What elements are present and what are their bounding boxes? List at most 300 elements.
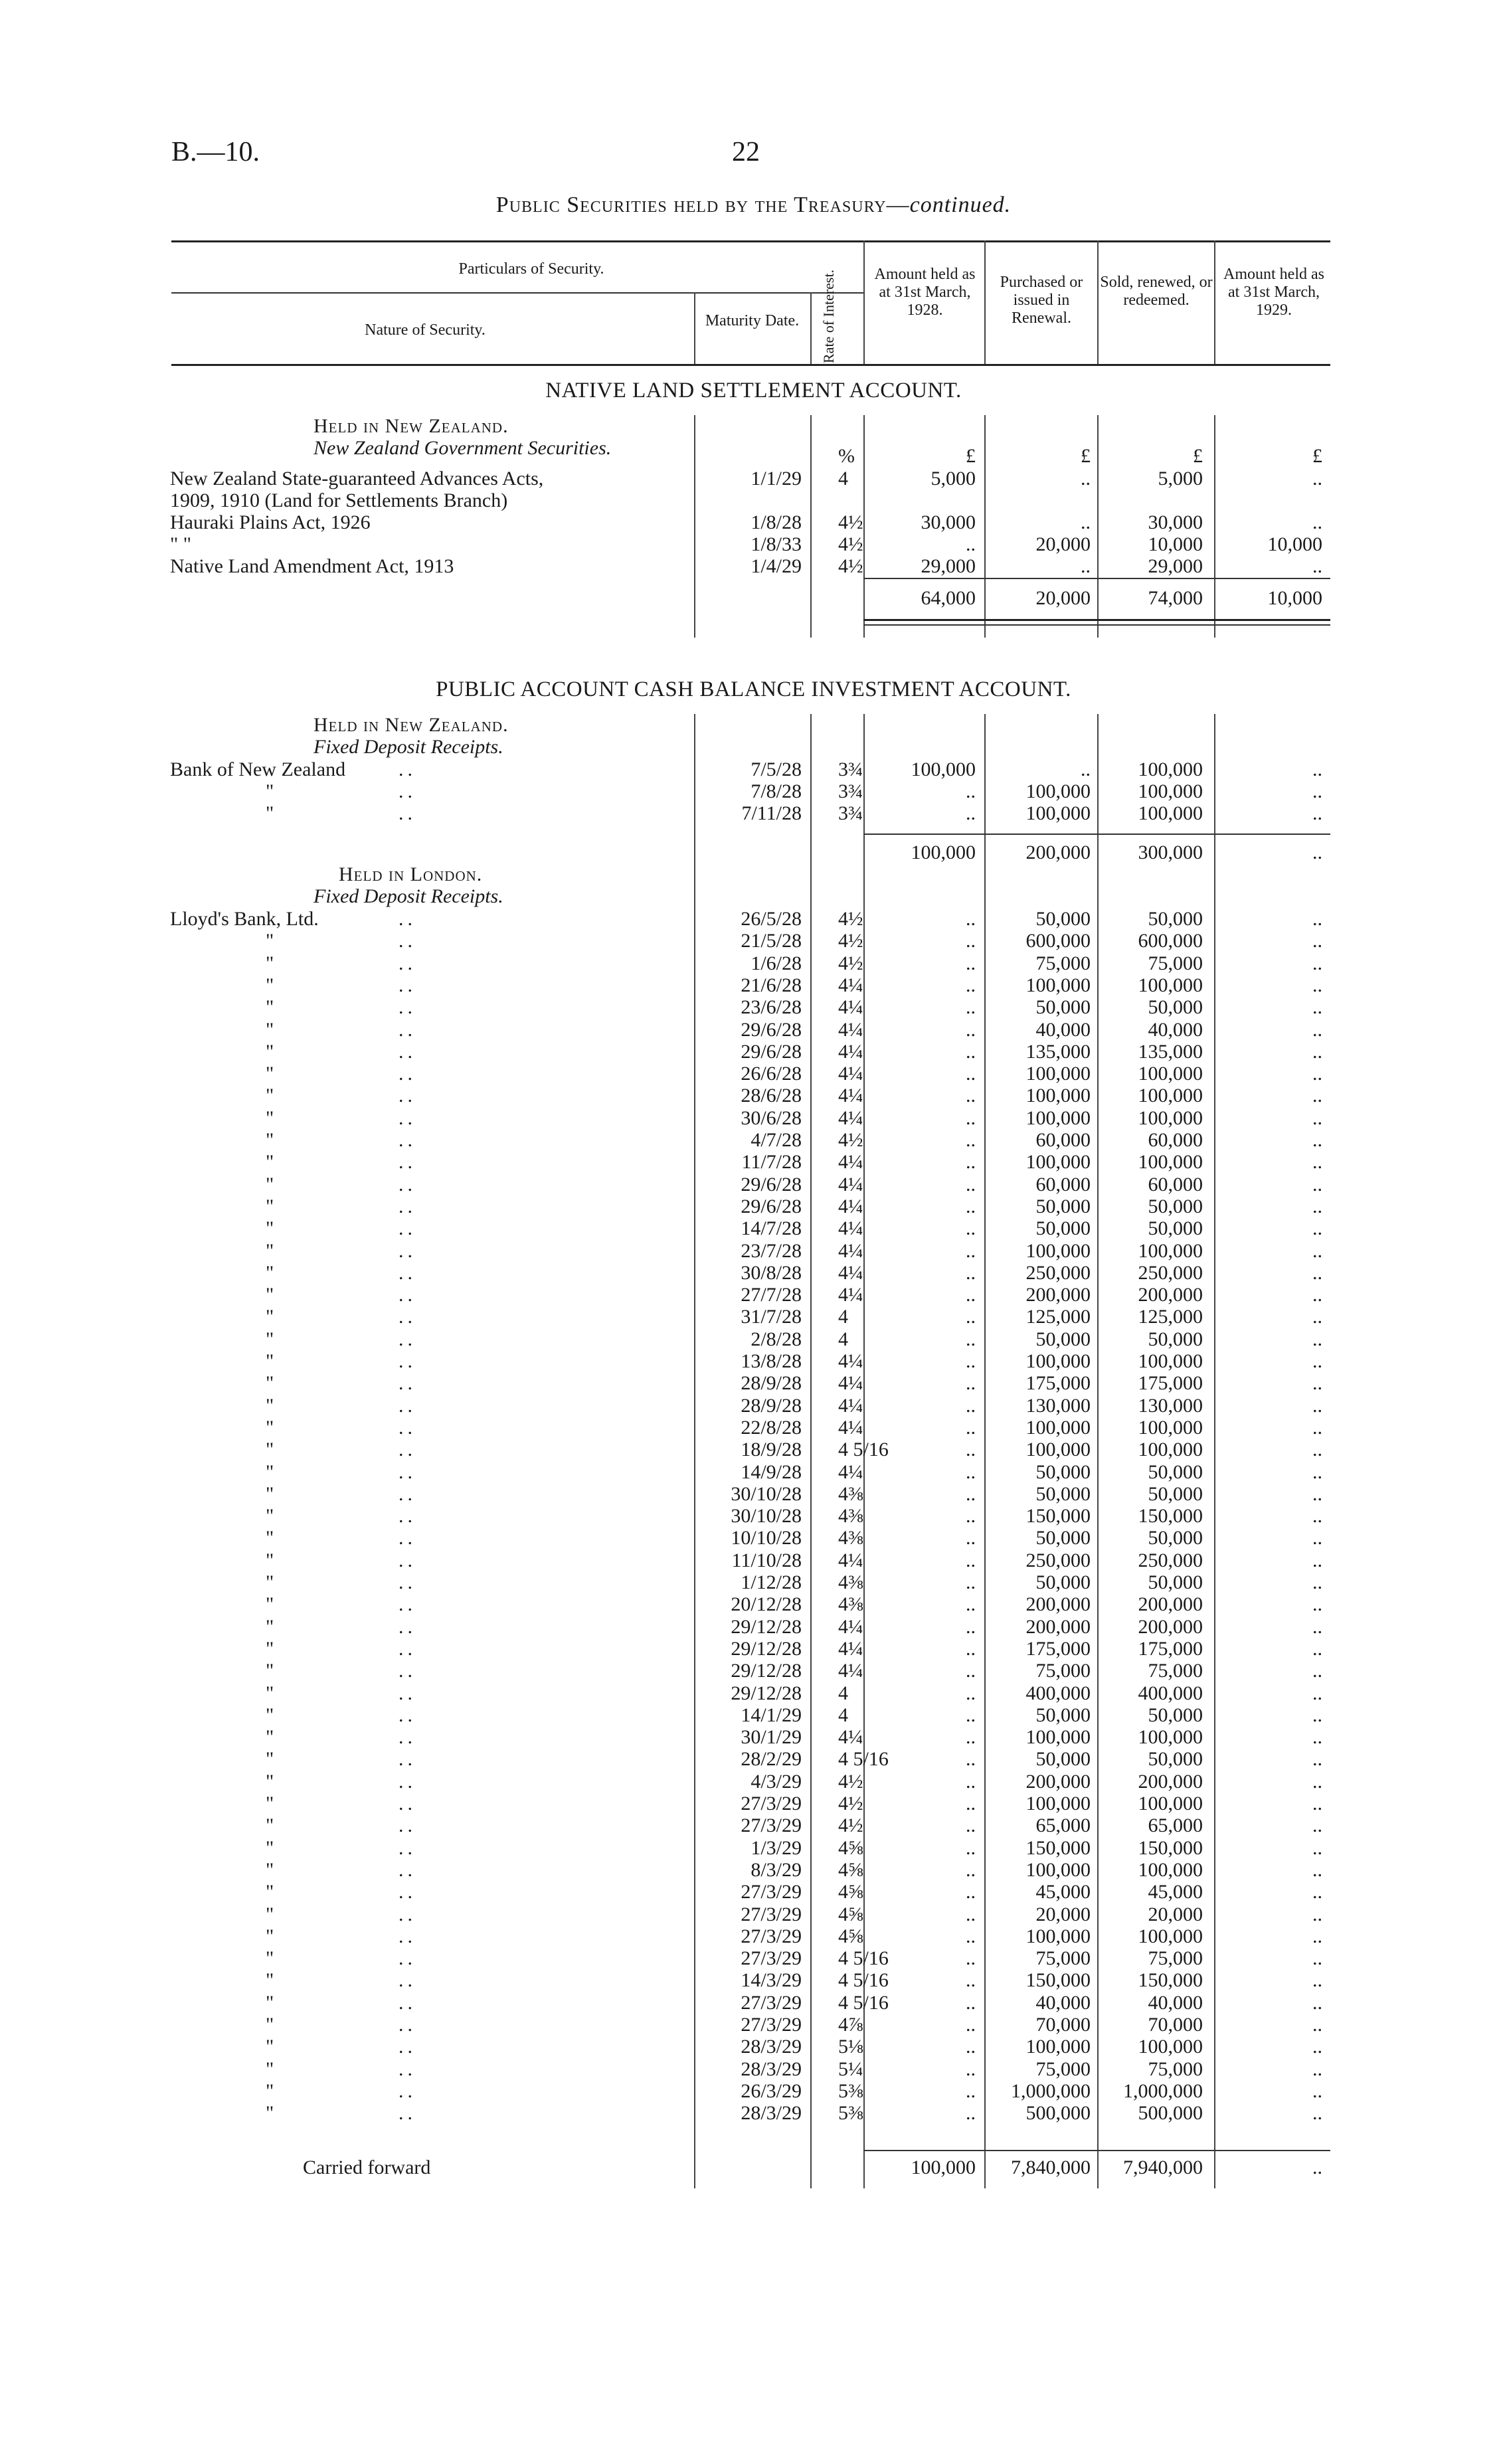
amount-1928: .. xyxy=(966,1173,976,1195)
amount-1929: .. xyxy=(1312,1593,1322,1616)
ditto-mark: " xyxy=(266,1682,274,1704)
interest-rate: 4¼ xyxy=(838,1460,863,1483)
interest-rate: 4⅜ xyxy=(838,1571,863,1593)
purchased: 100,000 xyxy=(1025,1726,1091,1749)
leader-dots: .. xyxy=(399,1969,416,1992)
amount-1929: .. xyxy=(1312,1482,1322,1505)
interest-rate: 4½ xyxy=(838,930,863,952)
ditto-mark: " xyxy=(266,1637,274,1660)
table-row xyxy=(0,1881,1507,1903)
amount-1928: .. xyxy=(966,1881,976,1903)
public-section-title: PUBLIC ACCOUNT CASH BALANCE INVESTMENT ACCOUNT. xyxy=(436,677,1071,701)
amount-1929: .. xyxy=(1312,1903,1322,1925)
maturity-date: 14/7/28 xyxy=(741,1217,802,1240)
leader-dots: .. xyxy=(399,1085,416,1107)
purchased: 50,000 xyxy=(1035,1748,1091,1771)
interest-rate: 5⅜ xyxy=(838,2102,863,2125)
sold: 20,000 xyxy=(1148,1903,1203,1925)
interest-rate: 4¼ xyxy=(838,1173,863,1195)
maturity-date: 18/9/28 xyxy=(741,1439,802,1461)
maturity-date: 8/3/29 xyxy=(751,1858,802,1881)
table-row xyxy=(0,1151,1507,1173)
interest-rate: 4⅝ xyxy=(838,1881,863,1903)
interest-rate: 4¼ xyxy=(838,1416,863,1439)
table-row xyxy=(0,974,1507,996)
maturity-date: 20/12/28 xyxy=(731,1593,802,1616)
maturity-date: 31/7/28 xyxy=(741,1306,802,1328)
sold: 250,000 xyxy=(1138,1261,1203,1284)
ditto-mark: " xyxy=(266,1814,274,1837)
amount-1929: .. xyxy=(1312,1947,1322,1970)
purchased: 125,000 xyxy=(1025,1306,1091,1328)
interest-rate: 4¼ xyxy=(838,1284,863,1306)
leader-dots: .. xyxy=(399,1571,416,1593)
leader-dots: .. xyxy=(399,1129,416,1151)
header-rate: Rate of Interest. xyxy=(820,269,837,363)
amount-1928: .. xyxy=(966,1748,976,1771)
maturity-date: 27/3/29 xyxy=(741,2014,802,2036)
leader-dots: .. xyxy=(399,1704,416,1726)
maturity-date: 29/12/28 xyxy=(731,1615,802,1638)
amount-1929: .. xyxy=(1312,1173,1322,1195)
security-name: Lloyd's Bank, Ltd. xyxy=(170,908,319,930)
amount-1928: .. xyxy=(966,1063,976,1085)
table-row xyxy=(0,1571,1507,1593)
purchased: 60,000 xyxy=(1035,1173,1091,1195)
amount-1928: .. xyxy=(966,780,976,802)
interest-rate: 4⅞ xyxy=(838,2014,863,2036)
leader-dots: .. xyxy=(399,1814,416,1837)
table-row xyxy=(0,1041,1507,1063)
maturity-date: 14/9/28 xyxy=(741,1460,802,1483)
ditto-mark: " xyxy=(266,2102,274,2125)
sold: 50,000 xyxy=(1148,996,1203,1019)
leader-dots: .. xyxy=(399,2036,416,2058)
leader-dots: .. xyxy=(399,1770,416,1793)
leader-dots: .. xyxy=(399,996,416,1019)
amount-1928: .. xyxy=(966,1505,976,1528)
amount-1929: .. xyxy=(1312,2102,1322,2125)
table-row xyxy=(0,802,1507,824)
sold: 100,000 xyxy=(1138,758,1203,780)
amount-1928: .. xyxy=(966,2036,976,2058)
sold: 5,000 xyxy=(1158,468,1203,489)
amount-1929: .. xyxy=(1312,1969,1322,1992)
amount-1928: .. xyxy=(966,2014,976,2036)
sold: 150,000 xyxy=(1138,1505,1203,1528)
sold: 100,000 xyxy=(1138,1793,1203,1814)
maturity-date: 27/3/29 xyxy=(741,1903,802,1925)
leader-dots: .. xyxy=(399,1637,416,1660)
leader-dots: .. xyxy=(399,2079,416,2102)
leader-dots: .. xyxy=(399,1527,416,1549)
sold: 40,000 xyxy=(1148,1991,1203,2014)
amount-1929: .. xyxy=(1312,511,1322,533)
header-nature: Nature of Security. xyxy=(365,321,486,339)
purchased: 100,000 xyxy=(1025,974,1091,996)
maturity-date: 30/10/28 xyxy=(731,1505,802,1528)
ditto-mark: " xyxy=(266,1129,274,1151)
native-total-a29: 10,000 xyxy=(1267,587,1322,609)
ditto-mark: " xyxy=(266,1660,274,1682)
amount-1929: .. xyxy=(1312,974,1322,996)
ditto-mark: " xyxy=(266,1063,274,1085)
nz-total-a28: 100,000 xyxy=(911,841,976,863)
leader-dots: .. xyxy=(399,1991,416,2014)
amount-1929: .. xyxy=(1312,1814,1322,1837)
leader-dots: .. xyxy=(399,974,416,996)
maturity-date: 26/6/28 xyxy=(741,1063,802,1085)
sold: 60,000 xyxy=(1148,1129,1203,1151)
interest-rate: 4¼ xyxy=(838,1085,863,1107)
amount-1929: .. xyxy=(1312,1106,1322,1129)
maturity-date: 29/12/28 xyxy=(731,1660,802,1682)
forward-a29: .. xyxy=(1312,2156,1322,2178)
table-row xyxy=(0,1814,1507,1836)
interest-rate: 4⅜ xyxy=(838,1482,863,1505)
ditto-mark: " xyxy=(266,1173,274,1195)
sold: 100,000 xyxy=(1138,1106,1203,1129)
leader-dots: .. xyxy=(399,1151,416,1174)
ditto-mark: " xyxy=(266,1770,274,1793)
purchased: 100,000 xyxy=(1025,1239,1091,1262)
maturity-date: 27/3/29 xyxy=(741,1925,802,1947)
ditto-mark: " xyxy=(266,1085,274,1107)
purchased: 175,000 xyxy=(1025,1372,1091,1395)
ditto-mark: " xyxy=(266,1925,274,1947)
maturity-date: 30/6/28 xyxy=(741,1106,802,1129)
leader-dots: .. xyxy=(399,1482,416,1505)
leader-dots: .. xyxy=(399,1593,416,1616)
ditto-mark: " xyxy=(266,1239,274,1262)
amount-1929: .. xyxy=(1312,1660,1322,1682)
purchased: 50,000 xyxy=(1035,1460,1091,1483)
maturity-date: 28/3/29 xyxy=(741,2036,802,2058)
interest-rate: 4¼ xyxy=(838,996,863,1019)
leader-dots: .. xyxy=(399,1549,416,1571)
native-total-row xyxy=(0,586,1507,610)
purchased: .. xyxy=(1081,468,1091,489)
amount-1928: .. xyxy=(966,1018,976,1041)
ditto-mark: " xyxy=(266,1549,274,1571)
amount-1929: .. xyxy=(1312,1217,1322,1240)
purchased: 150,000 xyxy=(1025,1505,1091,1528)
ditto-mark: " xyxy=(266,1018,274,1041)
amount-1929: .. xyxy=(1312,1571,1322,1593)
amount-1928: .. xyxy=(966,1858,976,1881)
sold: 100,000 xyxy=(1138,1063,1203,1085)
forward-a28: 100,000 xyxy=(911,2156,976,2178)
interest-rate: 4¼ xyxy=(838,1239,863,1262)
interest-rate: 4¼ xyxy=(838,1261,863,1284)
interest-rate: 4¼ xyxy=(838,1217,863,1240)
amount-1928: .. xyxy=(966,1925,976,1947)
amount-1929: .. xyxy=(1312,1836,1322,1859)
ditto-mark: " xyxy=(266,930,274,952)
maturity-date: 27/3/29 xyxy=(741,1991,802,2014)
table-row xyxy=(0,952,1507,974)
interest-rate: 4½ xyxy=(838,952,863,974)
maturity-date: 14/3/29 xyxy=(741,1969,802,1992)
amount-1929: .. xyxy=(1312,802,1322,824)
maturity-date: 7/5/28 xyxy=(751,758,802,780)
amount-1929: .. xyxy=(1312,908,1322,930)
table-row xyxy=(0,1217,1507,1239)
sold: 200,000 xyxy=(1138,1770,1203,1793)
unit-pur: £ xyxy=(1081,445,1091,467)
interest-rate: 4¼ xyxy=(838,1350,863,1372)
interest-rate: 4¼ xyxy=(838,1660,863,1682)
leader-dots: .. xyxy=(399,2014,416,2036)
amount-1928: .. xyxy=(966,1593,976,1616)
amount-1929: .. xyxy=(1312,780,1322,802)
ditto-mark: " xyxy=(266,996,274,1019)
amount-1928: .. xyxy=(966,1106,976,1129)
leader-dots: .. xyxy=(399,1416,416,1439)
interest-rate: 4¼ xyxy=(838,1018,863,1041)
sold: 100,000 xyxy=(1138,802,1203,824)
purchased: 100,000 xyxy=(1025,1063,1091,1085)
sold: 50,000 xyxy=(1148,1217,1203,1240)
interest-rate: 3¾ xyxy=(838,802,863,824)
ditto-mark: " xyxy=(266,1726,274,1749)
amount-1928: .. xyxy=(966,1460,976,1483)
ditto-mark: " xyxy=(266,952,274,974)
amount-1929: 10,000 xyxy=(1267,533,1322,555)
amount-1928: .. xyxy=(966,1040,976,1063)
amount-1929: .. xyxy=(1312,1306,1322,1328)
interest-rate: 3¾ xyxy=(838,780,863,802)
ditto-mark: " xyxy=(266,1151,274,1174)
ditto-mark: " xyxy=(266,1372,274,1395)
sold: 175,000 xyxy=(1138,1637,1203,1660)
sold: 50,000 xyxy=(1148,1748,1203,1771)
amount-1928: .. xyxy=(966,1726,976,1749)
ditto-mark: " xyxy=(266,2058,274,2080)
table-row xyxy=(0,1925,1507,1947)
table-row xyxy=(0,1593,1507,1615)
purchased: 20,000 xyxy=(1035,533,1091,555)
amount-1928: .. xyxy=(966,1350,976,1372)
table-row xyxy=(0,1527,1507,1549)
leader-dots: .. xyxy=(399,1460,416,1483)
interest-rate: 4½ xyxy=(838,1129,863,1151)
purchased: 100,000 xyxy=(1025,1439,1091,1461)
table-row xyxy=(0,1992,1507,2014)
maturity-date: 28/9/28 xyxy=(741,1394,802,1417)
purchased: 175,000 xyxy=(1025,1637,1091,1660)
table-row xyxy=(0,1704,1507,1726)
purchased: 200,000 xyxy=(1025,1593,1091,1616)
maturity-date: 28/9/28 xyxy=(741,1372,802,1395)
table-row xyxy=(0,555,1507,577)
amount-1928: .. xyxy=(966,1991,976,2014)
sold: 400,000 xyxy=(1138,1682,1203,1704)
amount-1928: .. xyxy=(966,1328,976,1350)
amount-1928: .. xyxy=(966,1416,976,1439)
amount-1928: .. xyxy=(966,1261,976,1284)
purchased: 100,000 xyxy=(1025,1151,1091,1174)
sold: 100,000 xyxy=(1138,1239,1203,1262)
purchased: 100,000 xyxy=(1025,1793,1091,1814)
amount-1929: .. xyxy=(1312,758,1322,780)
amount-1929: .. xyxy=(1312,1416,1322,1439)
amount-1928: .. xyxy=(966,1814,976,1837)
maturity-date: 26/3/29 xyxy=(741,2079,802,2102)
interest-rate: 4⅝ xyxy=(838,1903,863,1925)
title-main: Public Securities held by the Treasury— xyxy=(495,193,910,217)
leader-dots: .. xyxy=(399,1040,416,1063)
table-row xyxy=(0,1284,1507,1306)
interest-rate: 4 5/16 xyxy=(838,1969,889,1992)
amount-1929: .. xyxy=(1312,1063,1322,1085)
table-row xyxy=(0,780,1507,802)
maturity-date: 26/5/28 xyxy=(741,908,802,930)
purchased: 75,000 xyxy=(1035,2058,1091,2080)
amount-1929: .. xyxy=(1312,1770,1322,1793)
table-row xyxy=(0,1350,1507,1372)
leader-dots: .. xyxy=(399,1858,416,1881)
security-name: Bank of New Zealand xyxy=(170,758,346,780)
leader-dots: .. xyxy=(399,1439,416,1461)
amount-1929: .. xyxy=(1312,1549,1322,1571)
maturity-date: 1/8/33 xyxy=(751,533,802,555)
amount-1929: .. xyxy=(1312,1793,1322,1814)
sold: 200,000 xyxy=(1138,1284,1203,1306)
table-row xyxy=(0,2080,1507,2102)
ditto-mark: " xyxy=(266,1460,274,1483)
interest-rate: 5⅜ xyxy=(838,2079,863,2102)
maturity-date: 1/8/28 xyxy=(751,511,802,533)
interest-rate: 4¼ xyxy=(838,1040,863,1063)
security-name: " xyxy=(266,780,274,802)
amount-1929: .. xyxy=(1312,1748,1322,1771)
leader-dots: .. xyxy=(399,1284,416,1306)
security-name: Native Land Amendment Act, 1913 xyxy=(170,555,454,577)
interest-rate: 4 5/16 xyxy=(838,1439,889,1461)
leader-dots: .. xyxy=(399,1173,416,1195)
amount-1929: .. xyxy=(1312,1460,1322,1483)
amount-1929: .. xyxy=(1312,996,1322,1019)
nz-total-sold: 300,000 xyxy=(1138,841,1203,863)
maturity-date: 29/12/28 xyxy=(731,1637,802,1660)
public-held-london-heading: Held in London. xyxy=(339,863,483,885)
maturity-date: 1/1/29 xyxy=(751,468,802,489)
leader-dots: .. xyxy=(399,1063,416,1085)
sold: 50,000 xyxy=(1148,1704,1203,1726)
leader-dots: .. xyxy=(399,802,416,824)
sold: 50,000 xyxy=(1148,1527,1203,1549)
amount-1929: .. xyxy=(1312,2036,1322,2058)
security-name: " xyxy=(266,802,274,824)
amount-1928: .. xyxy=(966,1836,976,1859)
purchased: 250,000 xyxy=(1025,1261,1091,1284)
amount-1929: .. xyxy=(1312,1239,1322,1262)
purchased: 75,000 xyxy=(1035,1947,1091,1970)
purchased: 100,000 xyxy=(1025,1350,1091,1372)
leader-dots: .. xyxy=(399,1903,416,1925)
leader-dots: .. xyxy=(399,1881,416,1903)
purchased: 40,000 xyxy=(1035,1018,1091,1041)
leader-dots: .. xyxy=(399,1261,416,1284)
ditto-mark: " xyxy=(266,1306,274,1328)
table-row xyxy=(0,2058,1507,2080)
interest-rate: 4½ xyxy=(838,1814,863,1837)
interest-rate: 4½ xyxy=(838,908,863,930)
security-name: " " xyxy=(170,533,191,555)
page-reference: B.—10. xyxy=(171,137,260,167)
ditto-mark: " xyxy=(266,1195,274,1217)
amount-1928: .. xyxy=(966,1394,976,1417)
amount-1928: .. xyxy=(966,1129,976,1151)
table-row xyxy=(0,1461,1507,1483)
native-section-title: NATIVE LAND SETTLEMENT ACCOUNT. xyxy=(545,379,962,402)
security-name: Hauraki Plains Act, 1926 xyxy=(170,511,371,533)
title-continued: continued. xyxy=(909,193,1012,217)
header-amount-1929: Amount held as at 31st March, 1929. xyxy=(1223,266,1324,319)
interest-rate: 4¼ xyxy=(838,1637,863,1660)
amount-1928: .. xyxy=(966,1439,976,1461)
sold: 100,000 xyxy=(1138,1151,1203,1174)
table-row xyxy=(0,1439,1507,1460)
table-row xyxy=(0,1748,1507,1770)
amount-1928: .. xyxy=(966,908,976,930)
unit-sold: £ xyxy=(1193,445,1203,467)
leader-dots: .. xyxy=(399,1394,416,1417)
interest-rate: 4⅝ xyxy=(838,1836,863,1859)
maturity-date: 27/3/29 xyxy=(741,1814,802,1837)
amount-1929: .. xyxy=(1312,1040,1322,1063)
leader-dots: .. xyxy=(399,758,416,780)
purchased: 1,000,000 xyxy=(1011,2079,1091,2102)
sold: 50,000 xyxy=(1148,1571,1203,1593)
amount-1929: .. xyxy=(1312,1881,1322,1903)
sold: 600,000 xyxy=(1138,930,1203,952)
sold: 100,000 xyxy=(1138,1925,1203,1947)
sold: 70,000 xyxy=(1148,2014,1203,2036)
sold: 100,000 xyxy=(1138,1858,1203,1881)
purchased: 250,000 xyxy=(1025,1549,1091,1571)
maturity-date: 29/6/28 xyxy=(741,1018,802,1041)
maturity-date: 2/8/28 xyxy=(751,1328,802,1350)
purchased: 75,000 xyxy=(1035,952,1091,974)
table-row xyxy=(0,511,1507,533)
interest-rate: 4½ xyxy=(838,555,863,577)
table-row xyxy=(0,1837,1507,1859)
public-held-nz-heading: Held in New Zealand. xyxy=(313,714,509,736)
table-row xyxy=(0,1240,1507,1262)
maturity-date: 29/6/28 xyxy=(741,1173,802,1195)
maturity-date: 1/12/28 xyxy=(741,1571,802,1593)
ditto-mark: " xyxy=(266,1527,274,1549)
maturity-date: 1/4/29 xyxy=(751,555,802,577)
interest-rate: 4⅜ xyxy=(838,1593,863,1616)
ditto-mark: " xyxy=(266,1858,274,1881)
purchased: 75,000 xyxy=(1035,1660,1091,1682)
table-row xyxy=(0,489,1507,511)
leader-dots: .. xyxy=(399,1726,416,1749)
sold: 29,000 xyxy=(1148,555,1203,577)
interest-rate: 5¼ xyxy=(838,2058,863,2080)
purchased: 150,000 xyxy=(1025,1836,1091,1859)
table-row xyxy=(0,1505,1507,1527)
maturity-date: 29/6/28 xyxy=(741,1195,802,1217)
interest-rate: 4 xyxy=(838,1306,848,1328)
amount-1928: 29,000 xyxy=(921,555,976,577)
ditto-mark: " xyxy=(266,974,274,996)
leader-dots: .. xyxy=(399,1682,416,1704)
amount-1928: .. xyxy=(966,2079,976,2102)
